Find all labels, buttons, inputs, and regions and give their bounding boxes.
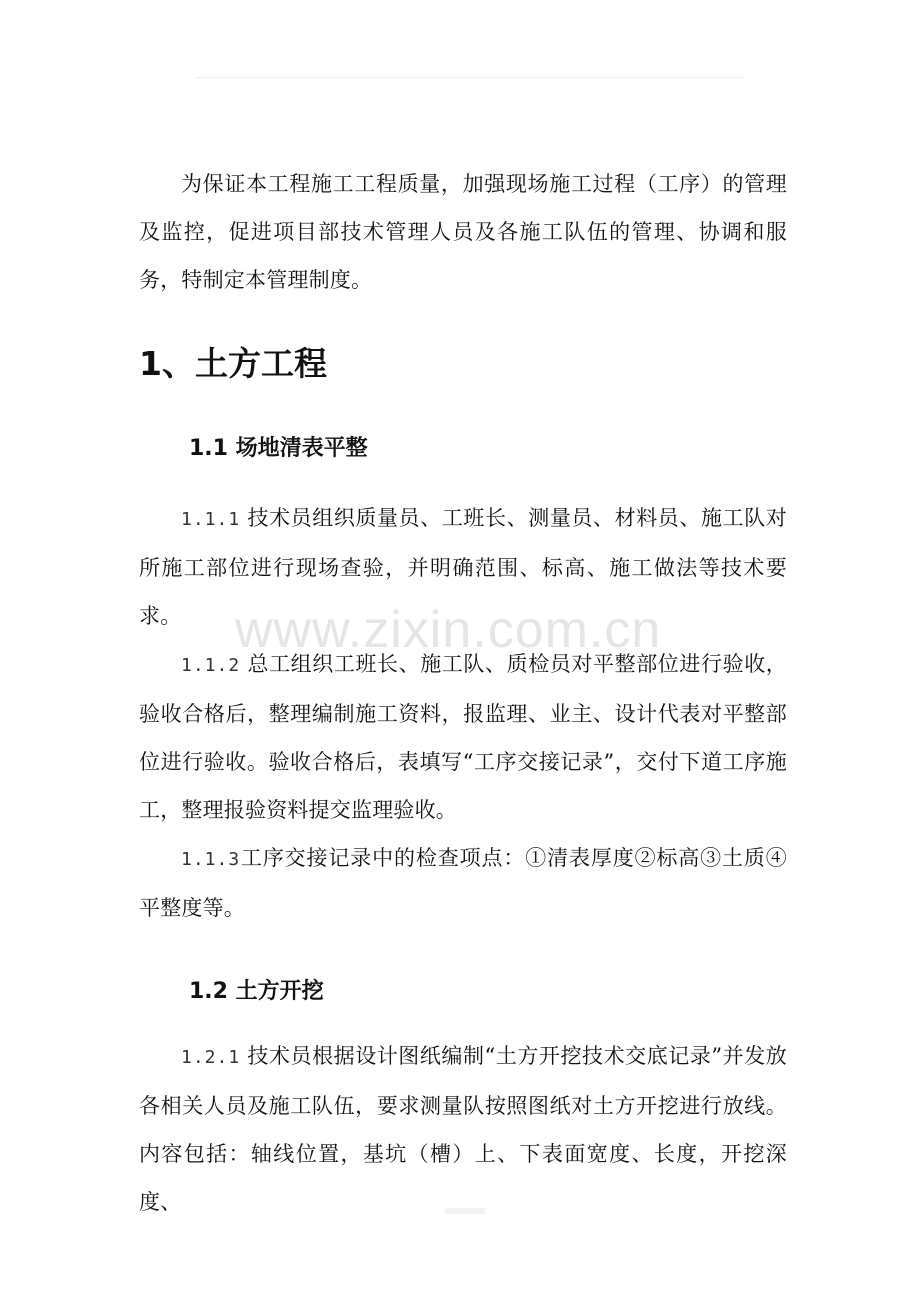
clause-number: 1.1.2 bbox=[181, 655, 241, 676]
intro-paragraph: 为保证本工程施工工程质量，加强现场施工过程（工序）的管理及监控，促进项目部技术管理人员及各施工队伍的管理、协调和服务，特制定本管理制度。 bbox=[139, 172, 787, 292]
clause-text: 工序交接记录中的检查项点：①清表厚度②标高③土质④平整度等。 bbox=[139, 846, 787, 920]
subsection-heading-1-2: 1.2 土方开挖 bbox=[189, 979, 324, 1004]
clause-1-1-3 bbox=[139, 834, 787, 932]
clause-text: 技术员组织质量员、工班长、测量员、材料员、施工队对所施工部位进行现场查验，并明确范围、标高、施工做法等技术要求。 bbox=[139, 506, 787, 628]
header-rule bbox=[195, 77, 743, 78]
clause-text: 技术员根据设计图纸编制“土方开挖技术交底记录”并发放各相关人员及施工队伍，要求测量队按照图纸对土方开挖进行放线。内容包括：轴线位置，基坑（槽）上、下表面宽度、长度，开挖深度、 bbox=[139, 1044, 787, 1214]
clause-1-2-1 bbox=[139, 1032, 787, 1226]
document-body bbox=[139, 160, 787, 1226]
clause-1-1-1 bbox=[139, 494, 787, 640]
section-heading-1: 1、土方工程 bbox=[139, 344, 327, 383]
clause-1-1-2 bbox=[139, 640, 787, 834]
clause-number: 1.1.1 bbox=[181, 509, 241, 530]
subsection-heading-1-1: 1.1 场地清表平整 bbox=[189, 436, 368, 461]
clause-number: 1.1.3 bbox=[181, 849, 241, 870]
watermark: www.zixin.com.cn bbox=[235, 601, 662, 659]
footer-mark bbox=[445, 1208, 485, 1214]
clause-text: 总工组织工班长、施工队、质检员对平整部位进行验收，验收合格后，整理编制施工资料，报监理、业主、设计代表对平整部位进行验收。验收合格后，表填写“工序交接记录”，交付下道工序施工，整理报验资料提交监理验收。 bbox=[139, 652, 787, 822]
clause-number: 1.2.1 bbox=[181, 1047, 241, 1068]
